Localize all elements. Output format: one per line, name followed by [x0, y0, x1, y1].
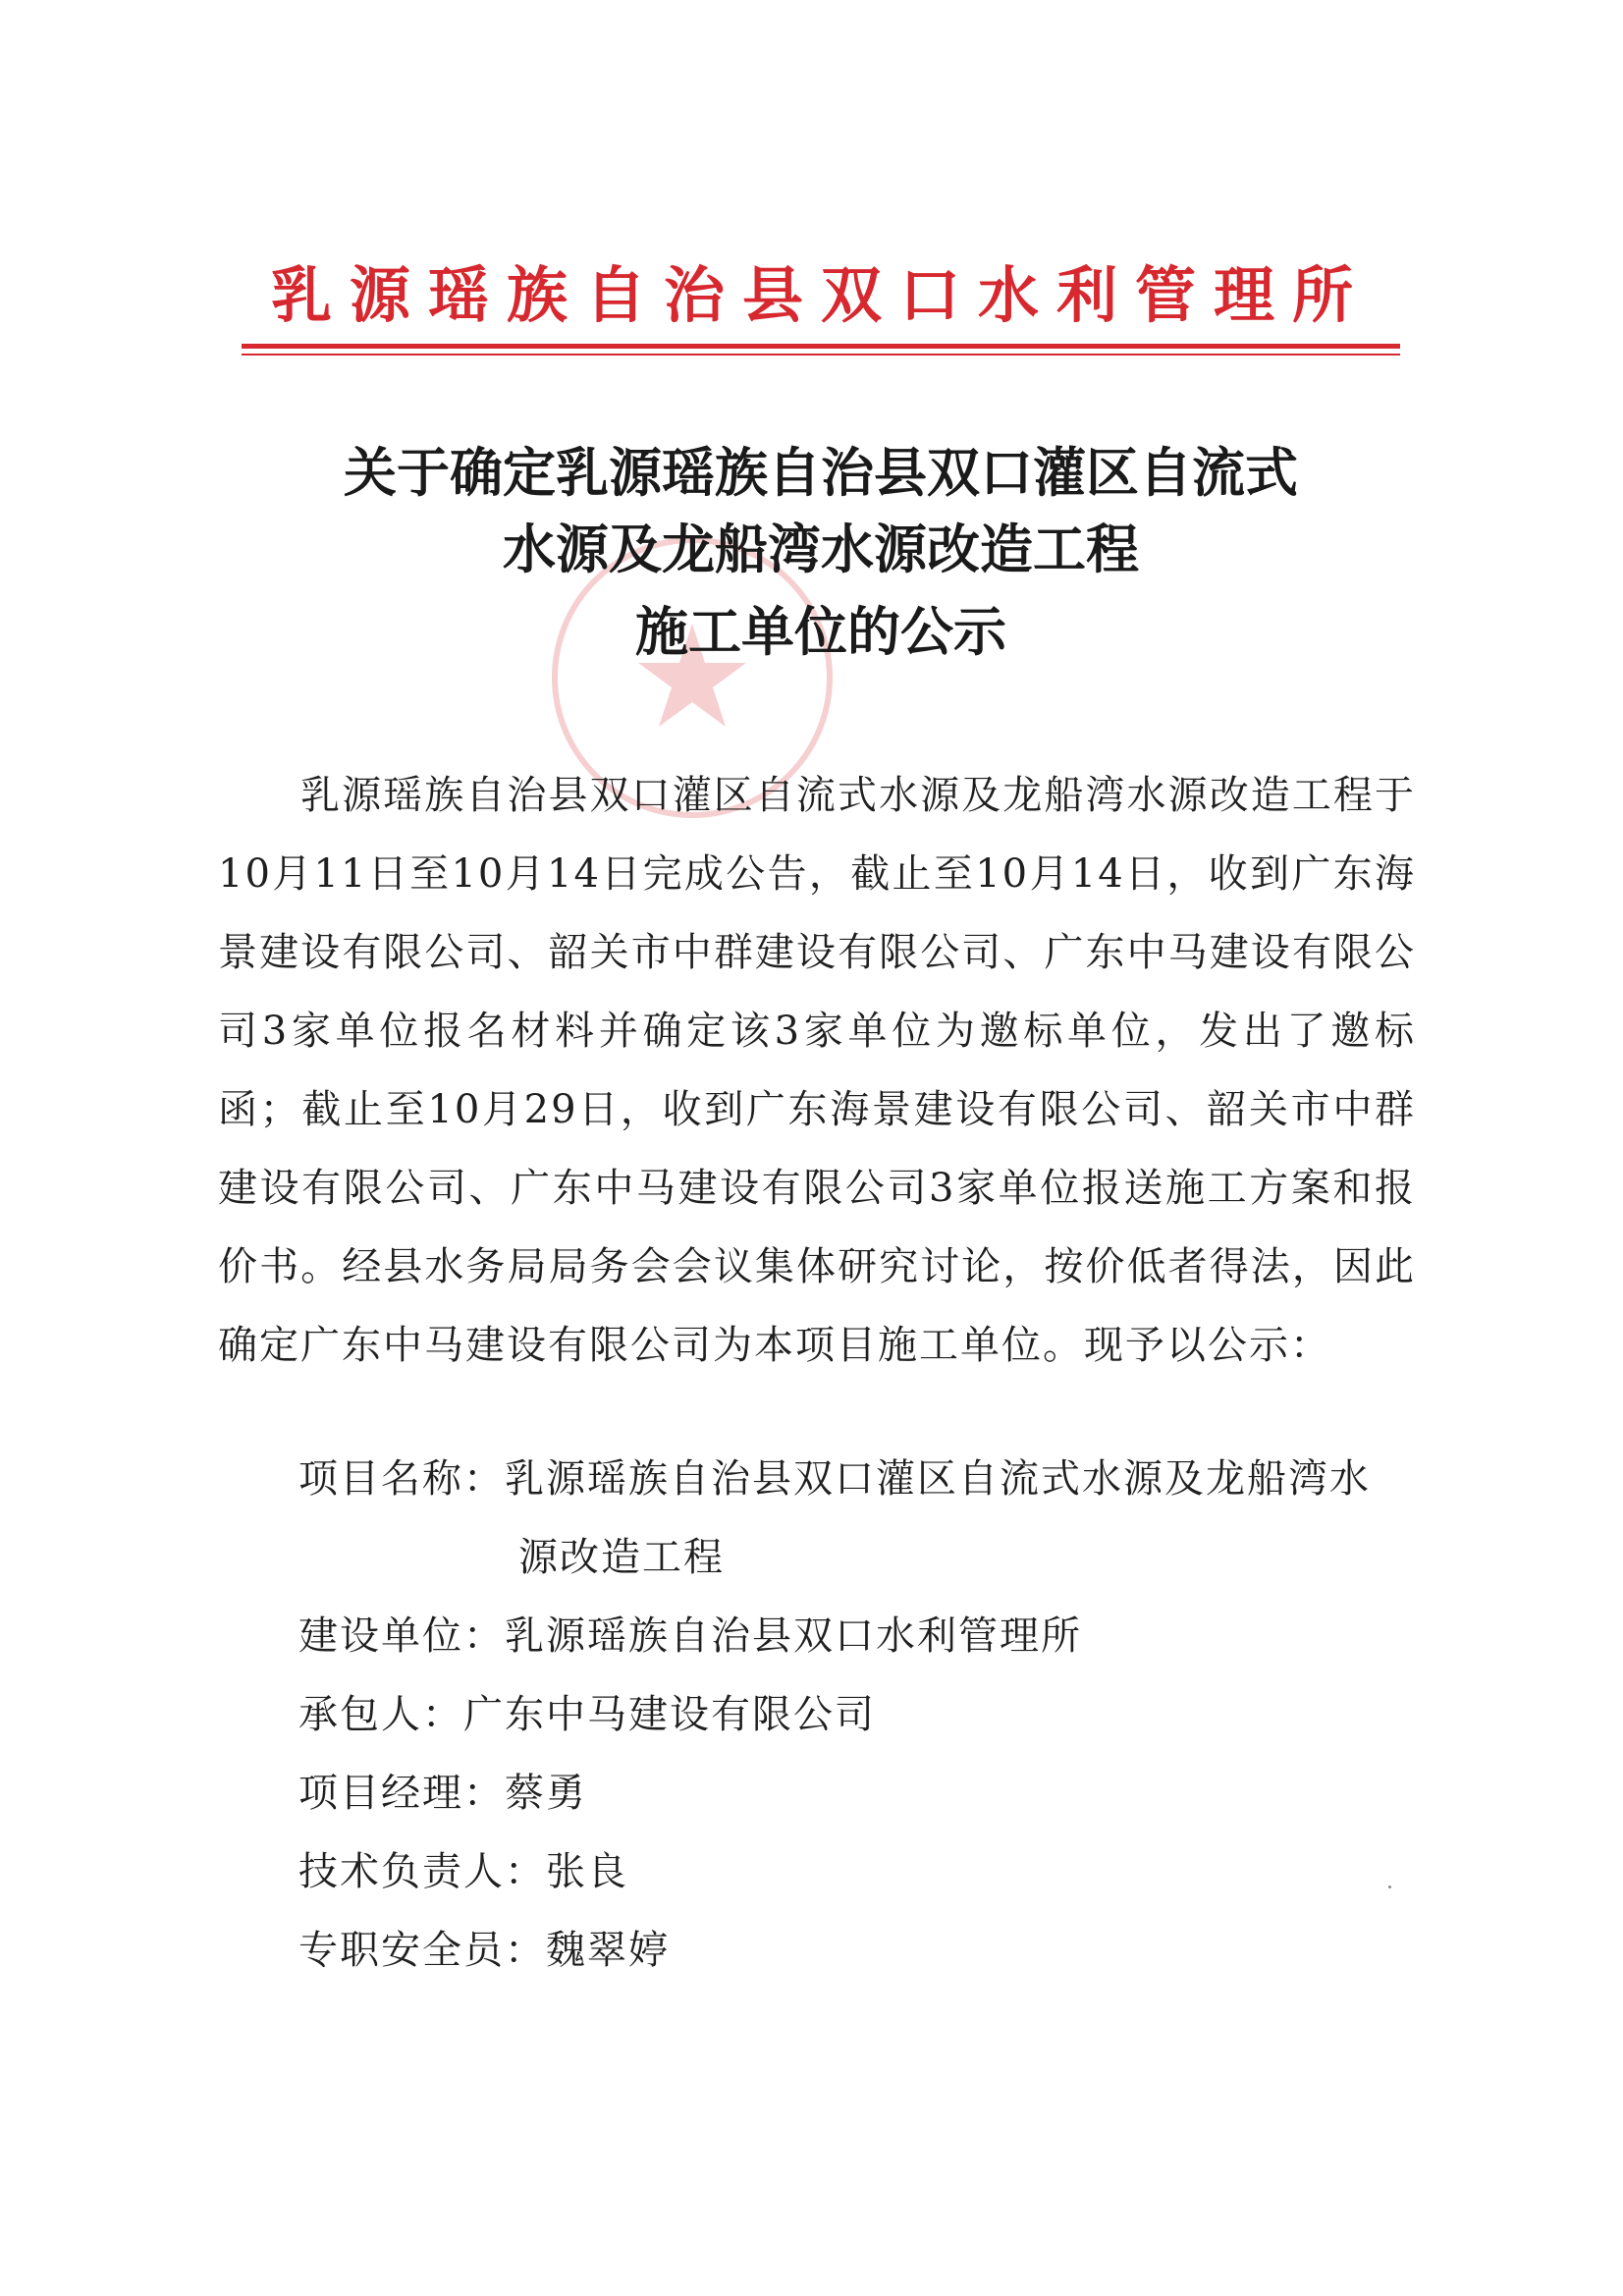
scan-speck [1388, 1886, 1391, 1888]
letterhead-org-name: 乳源瑶族自治县双口水利管理所 [270, 259, 1371, 331]
field-builder: 建设单位：乳源瑶族自治县双口水利管理所 [298, 1613, 1082, 1659]
title-line-3: 施工单位的公示 [635, 600, 1006, 663]
field-project-name-cont: 源改造工程 [518, 1535, 725, 1580]
body-paragraph: 乳源瑶族自治县双口灌区自流式水源及龙船湾水源改造工程于10月11日至10月14日完成公告，截止至10月14日，收到广东海景建设有限公司、韶关市中群建设有限公司、广东中马建设有限公司3家单位报名材料并确定该3家单位为邀标单位，发出了邀标函；截止至10月29日，收到广东海景建设有限公司、韶关市中群建设有限公司、广东中马建设有限公司3家单位报送施工方案和报价书。经县水务局局务会会议集体研究讨论，按价低者得法，因此确定广东中马建设有限公司为本项目施工单位。现予以公示： [218, 773, 1416, 1368]
field-contractor: 承包人：广东中马建设有限公司 [298, 1692, 876, 1737]
field-project-name: 项目名称：乳源瑶族自治县双口灌区自流式水源及龙船湾水 [298, 1456, 1371, 1502]
field-project-manager: 项目经理：蔡勇 [298, 1771, 587, 1816]
title-line-2: 水源及龙船湾水源改造工程 [503, 518, 1139, 580]
letterhead-rule-thin [242, 354, 1400, 355]
field-safety-officer: 专职安全员：魏翠婷 [298, 1928, 670, 1973]
field-technical-lead: 技术负责人：张良 [298, 1849, 628, 1894]
title-line-1: 关于确定乳源瑶族自治县双口灌区自流式 [344, 441, 1298, 504]
letterhead-rule-thick [242, 344, 1400, 349]
